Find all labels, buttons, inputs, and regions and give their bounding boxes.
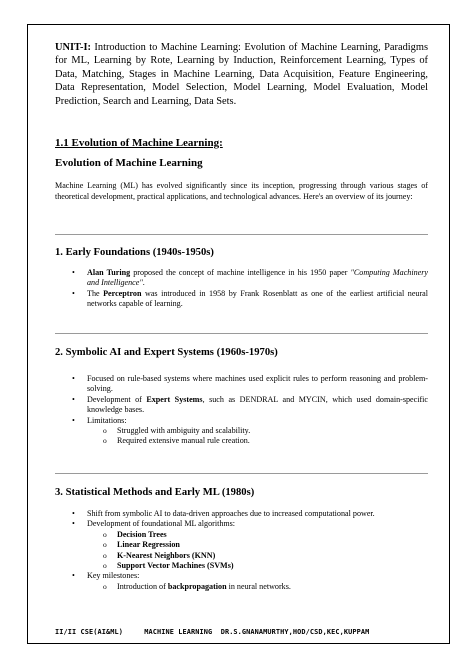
symbolic-ai-list	[55, 374, 428, 447]
turing-text: proposed the concept of machine intelligence in his 1950 paper	[130, 268, 351, 277]
turing-paper: "Computing Machinery and Intelligence"	[87, 268, 428, 288]
divider-3	[55, 473, 428, 474]
sublist-item: o Struggled with ambiguity and scalability.	[87, 426, 428, 436]
algorithms-label: Development of foundational ML algorithms:	[87, 519, 236, 529]
list-item	[55, 416, 428, 447]
algo-linear-regression: Linear Regression	[117, 540, 180, 550]
divider-1	[55, 234, 428, 235]
sublist-item	[87, 582, 428, 592]
limitations-label: Limitations:	[87, 415, 127, 425]
limitations-sublist	[87, 426, 428, 447]
turing-name: Alan Turing	[87, 268, 131, 277]
statistical-methods-list	[55, 509, 428, 592]
perceptron-name: Perceptron	[103, 288, 142, 298]
milestones-sublist	[87, 582, 428, 592]
subtitle: Evolution of Machine Learning	[55, 157, 203, 169]
unit-syllabus	[55, 41, 428, 108]
perceptron-pre: The	[87, 288, 104, 298]
intro-paragraph: Machine Learning (ML) has evolved significantly since its inception, progressing through various stages of theoretical development, practical applications, and technological advances. Here's an overview of its journey:	[55, 181, 428, 201]
algorithms-sublist	[87, 530, 428, 572]
unit-text: Introduction to Machine Learning: Evolution of Machine Learning, Paradigms for ML, Learning by Rote, Learning by Induction, Reinforcement Learning, Types of Data, Matching, Stages in Machine Learning, Data Acquisition, Feature Engineering, Data Representation, Model Selection, Model Learning, Model Evaluation, Model Prediction, Search and Learning, Data Sets.	[55, 42, 428, 107]
section-title: 1.1 Evolution of Machine Learning:	[55, 137, 223, 149]
algo-decision-trees: Decision Trees	[117, 529, 167, 539]
expert-post: , such as DENDRAL and MYCIN, which used domain-specific knowledge bases.	[87, 394, 428, 415]
page-footer: II/II CSE(AI&ML) MACHINE LEARNING DR.S.GNANAMURTHY,HOD/CSD,KEC,KUPPAM	[55, 628, 370, 636]
unit-label: UNIT-I:	[55, 42, 91, 53]
expert-pre: Development of	[87, 394, 147, 404]
milestones-label: Key milestones:	[87, 571, 140, 581]
algo-knn: K-Nearest Neighbors (KNN)	[117, 550, 216, 560]
heading-statistical-methods: 3. Statistical Methods and Early ML (1980s)	[55, 487, 255, 498]
list-item: • Shift from symbolic AI to data-driven approaches due to increased computational power.	[55, 509, 428, 519]
expert-bold: Expert Systems	[146, 394, 203, 404]
list-item	[55, 268, 428, 289]
milestone-post: in neural networks.	[226, 581, 291, 591]
sublist-item	[87, 530, 428, 540]
sublist-item	[87, 551, 428, 561]
milestone-bold: backpropagation	[167, 581, 227, 591]
early-foundations-list	[55, 268, 428, 310]
list-item	[55, 571, 428, 592]
sublist-item	[87, 561, 428, 571]
perceptron-text: was introduced in 1958 by Frank Rosenblatt as one of the earliest artificial neural networks capable of learning.	[87, 288, 429, 309]
list-item: • Focused on rule-based systems where machines used explicit rules to perform reasoning and problem-solving.	[55, 374, 428, 395]
sublist-item	[87, 540, 428, 550]
algo-svm: Support Vector Machines (SVMs)	[117, 561, 234, 571]
divider-2	[55, 333, 428, 334]
list-item	[55, 289, 428, 310]
heading-symbolic-ai: 2. Symbolic AI and Expert Systems (1960s-1970s)	[55, 347, 278, 358]
milestone-pre: Introduction of	[117, 581, 168, 591]
list-item	[55, 395, 428, 416]
list-item	[55, 519, 428, 571]
heading-early-foundations: 1. Early Foundations (1940s-1950s)	[55, 247, 214, 258]
sublist-item: o Required extensive manual rule creation.	[87, 436, 428, 446]
turing-end: .	[142, 278, 145, 288]
